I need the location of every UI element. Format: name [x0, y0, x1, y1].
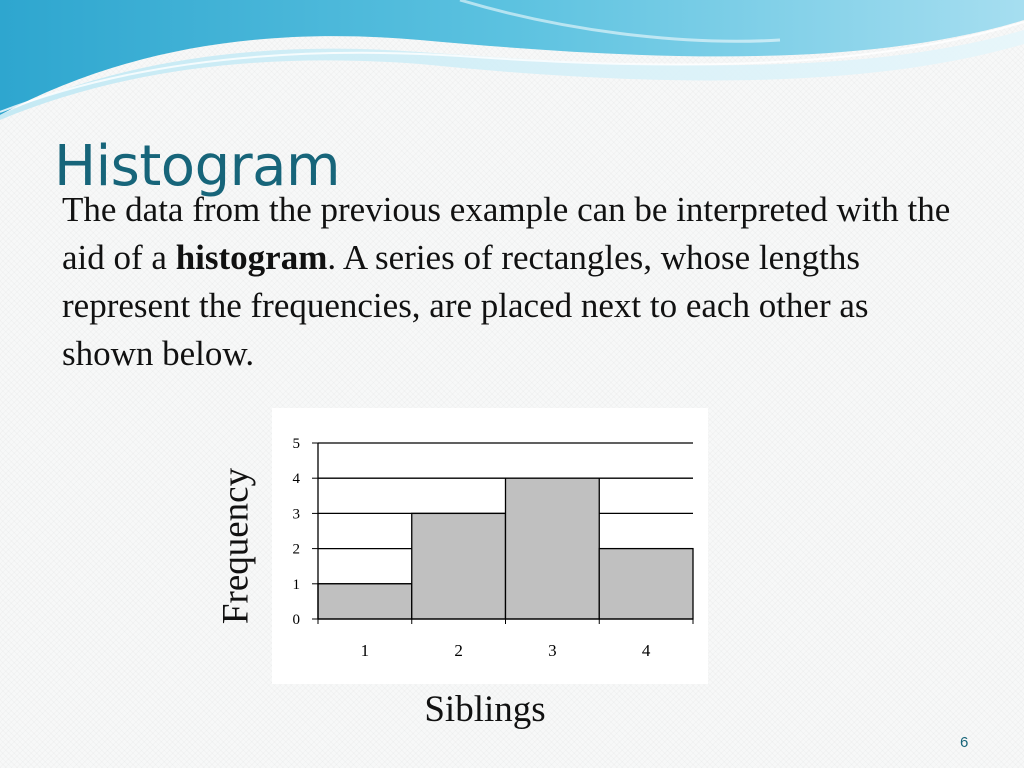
- body-paragraph: [62, 186, 962, 378]
- x-tick-label: 3: [548, 641, 557, 660]
- chart-panel: [272, 408, 708, 684]
- y-tick-label: 1: [292, 576, 300, 593]
- bar-1: [318, 584, 412, 619]
- x-tick-label: 2: [454, 641, 463, 660]
- body-text-bold-term: histogram: [175, 238, 328, 277]
- slide-title: Histogram: [54, 134, 340, 199]
- page-number: 6: [960, 734, 969, 751]
- x-axis-label: Siblings: [424, 689, 546, 730]
- body-text-part1: The data from the previous example can be interpreted with the aid of a: [62, 190, 951, 277]
- y-axis-label: Frequency: [215, 467, 257, 625]
- x-tick-label: 1: [360, 641, 370, 660]
- y-tick-label: 4: [292, 471, 300, 488]
- bar-2: [412, 513, 506, 619]
- y-tick-label: 2: [292, 541, 300, 558]
- bar-4: [599, 549, 693, 619]
- y-tick-label: 0: [292, 612, 300, 628]
- x-tick-label: 4: [641, 641, 651, 660]
- y-tick-label: 3: [292, 506, 300, 523]
- bar-3: [506, 478, 600, 619]
- y-tick-label: 5: [292, 436, 300, 452]
- body-text-part2: . A series of rectangles, whose lengths represent the frequencies, are placed next to each other as shown below.: [62, 238, 869, 373]
- header-swoosh: [0, 0, 1024, 120]
- histogram-chart: [272, 408, 708, 684]
